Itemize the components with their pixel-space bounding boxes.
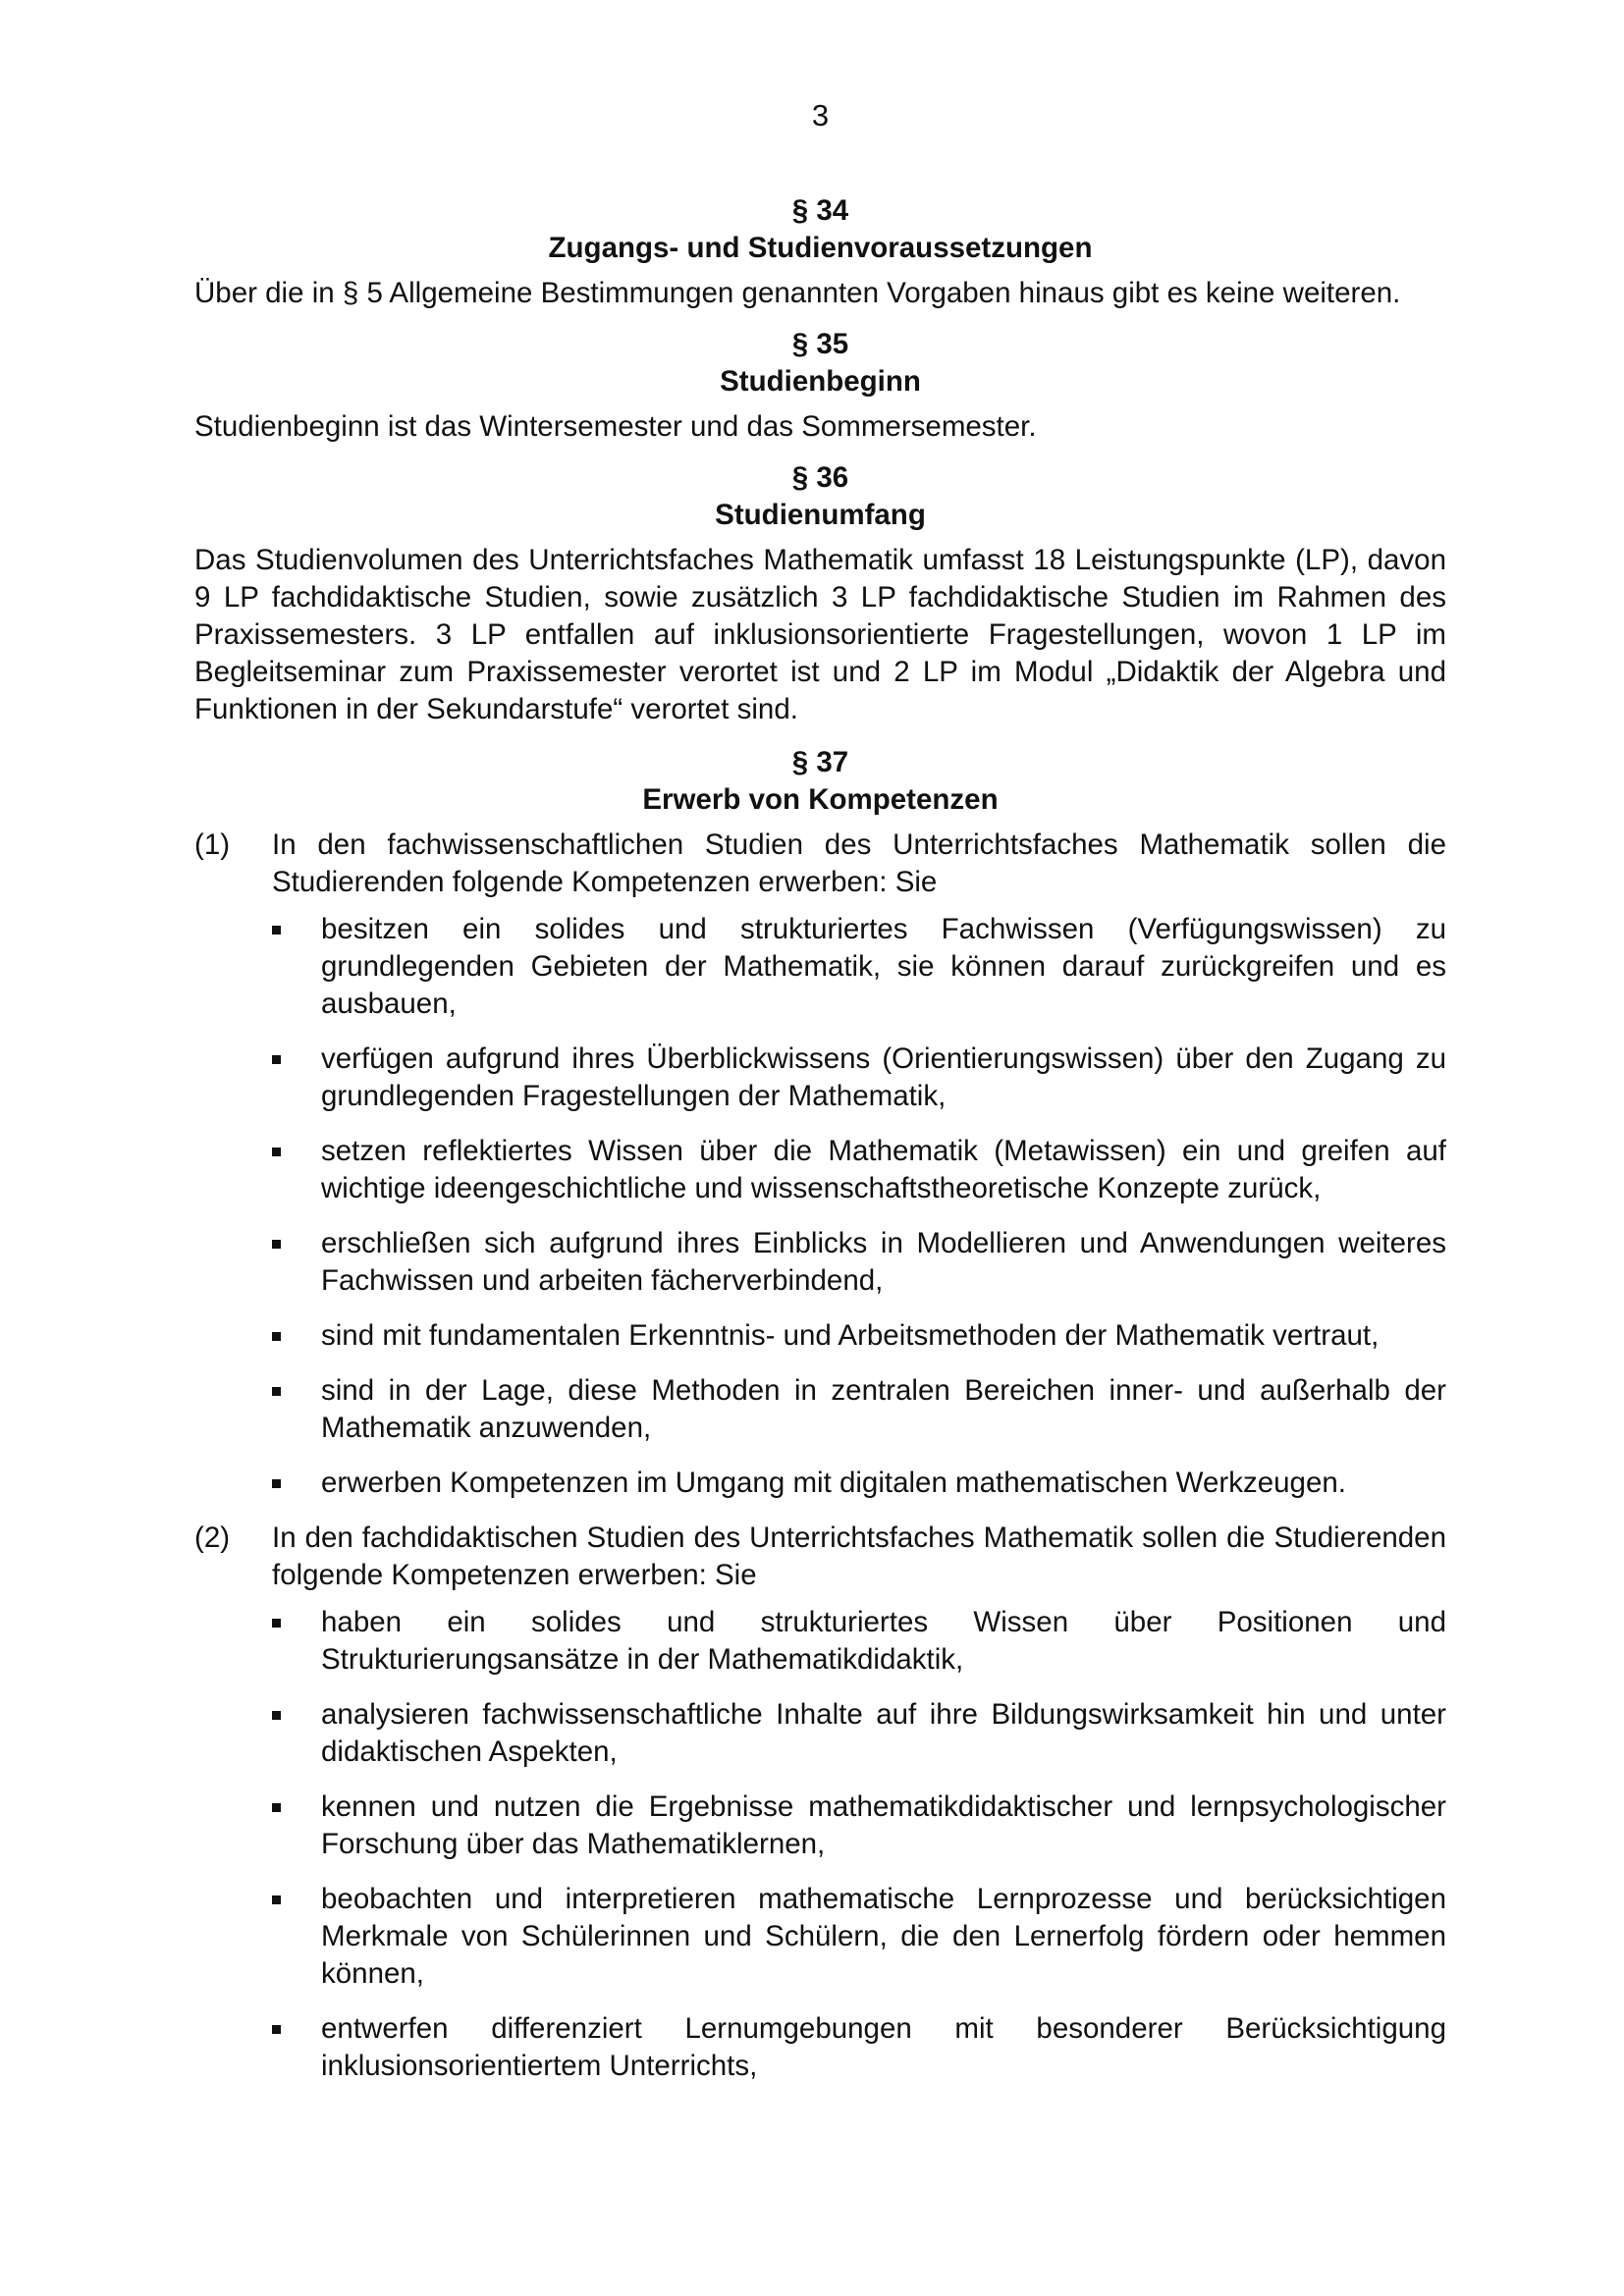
- list-item: [272, 1881, 1446, 1993]
- bullet-square-icon: [272, 1711, 281, 1720]
- paragraph-number: (2): [194, 1522, 231, 1554]
- paragraph-2: [194, 1520, 1446, 2085]
- section-35-title: Studienbeginn: [720, 365, 921, 398]
- bullet-square-icon: [272, 926, 281, 934]
- page-number: 3: [811, 98, 830, 133]
- list-item: [272, 2010, 1446, 2085]
- list-item: [272, 1604, 1446, 1679]
- list-item-text: sind in der Lage, diese Methoden in zentralen Bereichen inner- und außerhalb der Mathematik anzuwenden,: [321, 1374, 1446, 1444]
- bullet-square-icon: [272, 1387, 281, 1396]
- section-37-title: Erwerb von Kompetenzen: [642, 783, 999, 816]
- bullet-square-icon: [272, 1896, 281, 1904]
- list-item-text: beobachten und interpretieren mathematische Lernprozesse und berücksichtigen Merkmale von Schülerinnen und Schülern, die den Lernerfolg fördern oder hemmen können,: [321, 1883, 1446, 1990]
- section-35-text: Studienbeginn ist das Wintersemester und das Sommersemester.: [194, 410, 1037, 443]
- section-36-heading: [194, 459, 1446, 534]
- paragraph-intro: In den fachdidaktischen Studien des Unterrichtsfaches Mathematik sollen die Studierenden folgende Kompetenzen erwerben: Sie: [272, 1522, 1446, 1591]
- list-item: [272, 1465, 1446, 1502]
- section-34-text: Über die in § 5 Allgemeine Bestimmungen genannten Vorgaben hinaus gibt es keine weiteren.: [194, 277, 1401, 309]
- list-item-text: entwerfen differenziert Lernumgebungen mit besonderer Berücksichtigung inklusionsorientiertem Unterrichts,: [321, 2012, 1446, 2082]
- document-content: [194, 192, 1446, 2103]
- list-item-text: analysieren fachwissenschaftliche Inhalte auf ihre Bildungswirksamkeit hin und unter didaktischen Aspekten,: [321, 1698, 1446, 1768]
- bullet-square-icon: [272, 1803, 281, 1812]
- list-item: [272, 1225, 1446, 1300]
- list-item-text: erschließen sich aufgrund ihres Einblicks in Modellieren und Anwendungen weiteres Fachwissen und arbeiten fächerverbindend,: [321, 1227, 1446, 1297]
- bullet-square-icon: [272, 1240, 281, 1249]
- list-item-text: setzen reflektiertes Wissen über die Mathematik (Metawissen) ein und greifen auf wichtige ideengeschichtliche und wissenschaftstheoretische Konzepte zurück,: [321, 1135, 1446, 1204]
- list-item-text: haben ein solides und strukturiertes Wissen über Positionen und Strukturierungsansätze in der Mathematikdidaktik,: [321, 1606, 1446, 1676]
- list-item: [272, 1041, 1446, 1115]
- section-35-number: § 35: [791, 328, 849, 360]
- list-item: [272, 1317, 1446, 1355]
- list-item: [272, 911, 1446, 1023]
- list-item: [272, 1133, 1446, 1207]
- list-item: [272, 1372, 1446, 1447]
- bullet-square-icon: [272, 2025, 281, 2034]
- paragraph-number: (1): [194, 828, 231, 861]
- paragraph-1: [194, 827, 1446, 1502]
- section-36-number: § 36: [791, 461, 849, 494]
- section-34-heading: [194, 192, 1446, 267]
- list-item: [272, 1696, 1446, 1771]
- section-34-title: Zugangs- und Studienvoraussetzungen: [548, 232, 1093, 264]
- section-37-number: § 37: [791, 746, 849, 778]
- bullet-square-icon: [272, 1479, 281, 1488]
- section-35-heading: [194, 326, 1446, 400]
- bullet-list: [272, 911, 1446, 1502]
- section-37-heading: [194, 744, 1446, 819]
- list-item-text: verfügen aufgrund ihres Überblickwissens (Orientierungswissen) über den Zugang zu grundlegenden Fragestellungen der Mathematik,: [321, 1042, 1446, 1112]
- bullet-square-icon: [272, 1332, 281, 1341]
- paragraph-intro: In den fachwissenschaftlichen Studien des Unterrichtsfaches Mathematik sollen die Studierenden folgende Kompetenzen erwerben: Sie: [272, 828, 1446, 898]
- list-item: [272, 1789, 1446, 1863]
- list-item-text: sind mit fundamentalen Erkenntnis- und Arbeitsmethoden der Mathematik vertraut,: [321, 1319, 1380, 1352]
- bullet-square-icon: [272, 1619, 281, 1628]
- list-item-text: besitzen ein solides und strukturiertes Fachwissen (Verfügungswissen) zu grundlegenden Gebieten der Mathematik, sie können darauf zurückgreifen und es ausbauen,: [321, 913, 1446, 1020]
- list-item-text: erwerben Kompetenzen im Umgang mit digitalen mathematischen Werkzeugen.: [321, 1467, 1346, 1499]
- section-34-number: § 34: [791, 194, 849, 227]
- section-36-text: Das Studienvolumen des Unterrichtsfaches Mathematik umfasst 18 Leistungspunkte (LP), davon 9 LP fachdidaktische Studien, sowie zusätzlich 3 LP fachdidaktische Studien im Rahmen des Praxissemesters. 3 LP entfallen auf inklusionsorientierte Fragestellungen, wovon 1 LP im Begleitseminar zum Praxissemester verortet ist und 2 LP im Modul „Didaktik der Algebra und Funktionen in der Sekundarstufe“ verortet sind.: [194, 544, 1446, 725]
- bullet-square-icon: [272, 1055, 281, 1064]
- bullet-list: [272, 1604, 1446, 2085]
- bullet-square-icon: [272, 1148, 281, 1156]
- list-item-text: kennen und nutzen die Ergebnisse mathematikdidaktischer und lernpsychologischer Forschung über das Mathematiklernen,: [321, 1790, 1446, 1860]
- section-36-title: Studienumfang: [715, 499, 926, 531]
